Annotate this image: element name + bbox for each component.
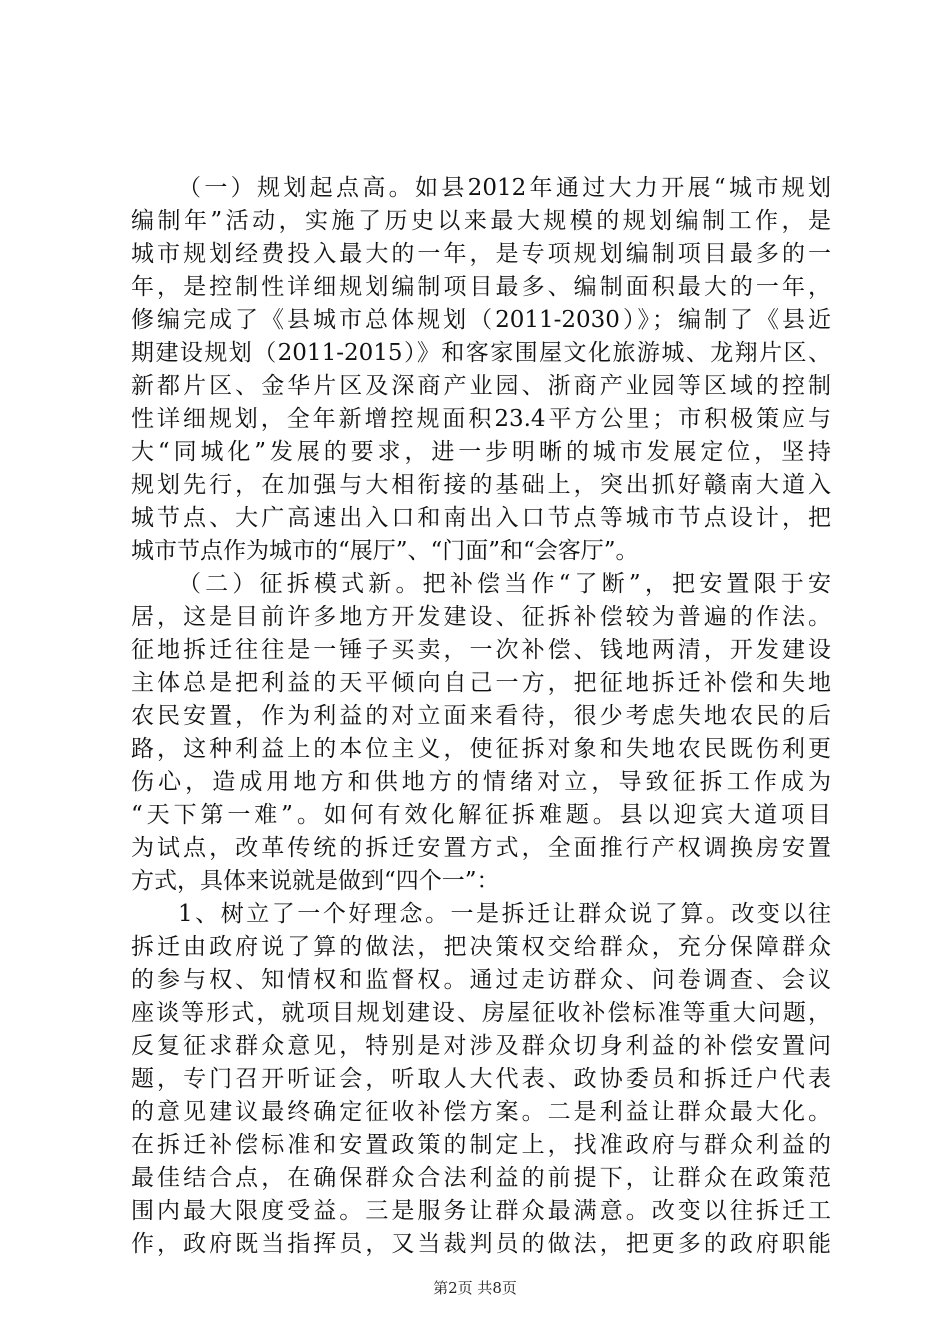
text-line: 反复征求群众意见，特别是对涉及群众切身利益的补偿安置问 — [131, 1033, 831, 1059]
text-line: 伤心，造成用地方和供地方的情绪对立，导致征拆工作成为 — [131, 769, 831, 795]
text-line: 城市节点作为城市的“展厅”、“门面”和“会客厅”。 — [131, 538, 639, 564]
text-line: 为试点，改革传统的拆迁安置方式，全面推行产权调换房安置 — [131, 835, 831, 861]
text-line: 年，是控制性详细规划编制项目最多、编制面积最大的一年， — [131, 274, 831, 300]
text-line: 路，这种利益上的本位主义，使征拆对象和失地农民既伤利更 — [131, 736, 831, 762]
text-line: 修编完成了《县城市总体规划（2011-2030）》；编制了《县近 — [131, 307, 831, 333]
text-line: 拆迁由政府说了算的做法，把决策权交给群众，充分保障群众 — [131, 934, 831, 960]
document-body — [131, 172, 831, 1261]
text-line: 新都片区、金华片区及深商产业园、浙商产业园等区域的控制 — [131, 373, 831, 399]
text-line: 主体总是把利益的天平倾向自己一方，把征地拆迁补偿和失地 — [131, 670, 831, 696]
text-line: 征地拆迁往往是一锤子买卖，一次补偿、钱地两清，开发建设 — [131, 637, 831, 663]
text-line: 最佳结合点，在确保群众合法利益的前提下，让群众在政策范 — [131, 1165, 831, 1191]
text-line: 城市规划经费投入最大的一年，是专项规划编制项目最多的一 — [131, 241, 831, 267]
text-line: 在拆迁补偿标准和安置政策的制定上，找准政府与群众利益的 — [131, 1132, 831, 1158]
text-line: 作，政府既当指挥员，又当裁判员的做法，把更多的政府职能 — [131, 1231, 831, 1257]
text-line: 编制年”活动，实施了历史以来最大规模的规划编制工作，是 — [131, 208, 831, 234]
text-line: 城节点、大广高速出入口和南出入口节点等城市节点设计，把 — [131, 505, 831, 531]
text-line: “天下第一难”。如何有效化解征拆难题。县以迎宾大道项目 — [131, 802, 831, 828]
text-line: 围内最大限度受益。三是服务让群众最满意。改变以往拆迁工 — [131, 1198, 831, 1224]
text-line: 大“同城化”发展的要求，进一步明晰的城市发展定位，坚持 — [131, 439, 831, 465]
text-line: 座谈等形式，就项目规划建设、房屋征收补偿标准等重大问题， — [131, 1000, 831, 1026]
text-line: 方式，具体来说就是做到“四个一”： — [131, 868, 500, 894]
text-line: 的参与权、知情权和监督权。通过走访群众、问卷调查、会议 — [131, 967, 831, 993]
page-footer: 第2页 共8页 — [433, 1279, 517, 1297]
text-line: 农民安置，作为利益的对立面来看待，很少考虑失地农民的后 — [131, 703, 831, 729]
text-line: 期建设规划（2011-2015）》和客家围屋文化旅游城、龙翔片区、 — [131, 340, 831, 366]
text-line: （二）征拆模式新。把补偿当作“了断”，把安置限于安 — [178, 571, 831, 597]
text-line: 性详细规划，全年新增控规面积23.4平方公里；市积极策应与 — [131, 406, 831, 432]
text-line: 的意见建议最终确定征收补偿方案。二是利益让群众最大化。 — [131, 1099, 831, 1125]
text-line: 1、树立了一个好理念。一是拆迁让群众说了算。改变以往 — [178, 901, 831, 927]
text-line: 居，这是目前许多地方开发建设、征拆补偿较为普遍的作法。 — [131, 604, 831, 630]
text-line: 题，专门召开听证会，听取人大代表、政协委员和拆迁户代表 — [131, 1066, 831, 1092]
text-line: 规划先行，在加强与大相衔接的基础上，突出抓好赣南大道入 — [131, 472, 831, 498]
text-line: （一）规划起点高。如县2012年通过大力开展“城市规划 — [178, 175, 831, 201]
